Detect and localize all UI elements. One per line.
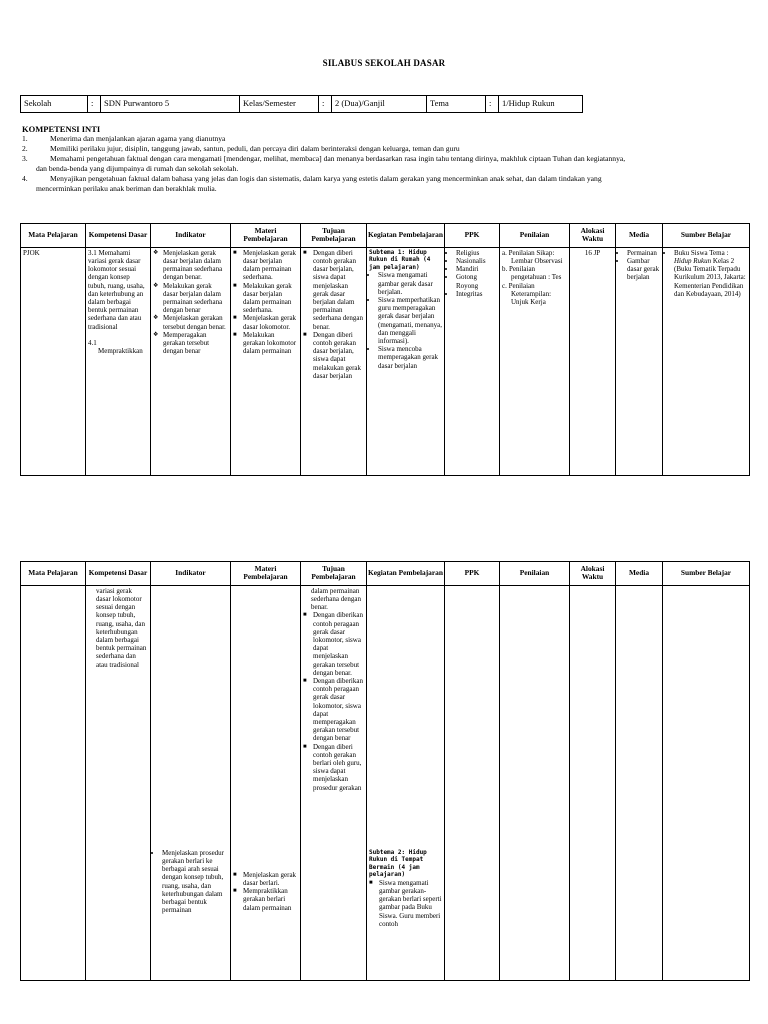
ki-item: 1. Menerima dan menjalankan ajaran agama yang dianutnya bbox=[22, 134, 226, 143]
media-item: • Permainan bbox=[627, 249, 660, 257]
header-kd: Kompetensi Dasar bbox=[86, 562, 151, 586]
kompetensi-inti-heading: KOMPETENSI INTI bbox=[22, 124, 101, 134]
penilaian-item: a. Penilaian Sikap: Lembar Observasi bbox=[502, 248, 563, 266]
tujuan-item: ■ Dengan diberi contoh gerakan dasar berjalan, siswa dapat menjelaskan gerak dasar berjalan dalam permainan sederhana dengan benar. bbox=[303, 249, 364, 331]
materi-item: ■ Mempraktikkan gerakan berlari dalam permainan bbox=[233, 887, 298, 912]
materi-item: ■ Menjelaskan gerak dasar lokomotor. bbox=[233, 314, 298, 330]
penilaian-item: c. Penilaian Keterampilan: Unjuk Kerja bbox=[502, 281, 552, 307]
cell-ppk bbox=[445, 585, 500, 980]
indikator-item: ❖ Menjelaskan gerak dasar berjalan dalam permainan sederhana dengan benar. bbox=[153, 249, 228, 282]
ppk-item: • Nasionalis bbox=[456, 257, 497, 265]
sekolah-value: SDN Purwantoro 5 bbox=[101, 96, 240, 113]
materi-item: ■ Melakukan gerakan lokomotor dalam permainan bbox=[233, 331, 298, 356]
tujuan-item: ■ Dengan diberi contoh gerakan berlari oleh guru, siswa dapat menjelaskan prosedur gerakan bbox=[303, 743, 364, 792]
header-tujuan: Tujuan Pembelajaran bbox=[301, 562, 367, 586]
kd-4-1-num: 4.1 bbox=[88, 338, 97, 347]
cell-materi bbox=[231, 585, 301, 980]
cell-penilaian bbox=[500, 247, 570, 475]
ppk-item: • Religius bbox=[456, 249, 497, 257]
header-materi: Materi Pembelajaran bbox=[231, 224, 301, 248]
cell-indikator bbox=[151, 585, 231, 980]
materi-item: ■ Melakukan gerak dasar berjalan dalam permainan sederhana. bbox=[233, 282, 298, 315]
header-ppk: PPK bbox=[445, 562, 500, 586]
header-media: Media bbox=[616, 562, 663, 586]
header-sumber: Sumber Belajar bbox=[663, 224, 750, 248]
header-kegiatan: Kegiatan Pembelajaran bbox=[367, 562, 445, 586]
document-title: SILABUS SEKOLAH DASAR bbox=[322, 58, 446, 68]
header-media: Media bbox=[616, 224, 663, 248]
header-alokasi: Alokasi Waktu bbox=[570, 562, 616, 586]
header-mapel: Mata Pelajaran bbox=[21, 562, 86, 586]
ki-item: 4. Menyajikan pengetahuan faktual dalam bahasa yang jelas dan logis dan sistematis, dalam karya yang estetis dalam gerakan yang mencerminkan anak sehat, dan dalam tindakan yang bbox=[22, 174, 602, 183]
cell-mapel: PJOK bbox=[21, 247, 86, 475]
ki-item: 3. Memahami pengetahuan faktual dengan cara mengamati [mendengar, melihat, membaca] dan menanya berdasarkan rasa ingin tahu tentang dirinya, makhluk ciptaan Tuhan dan kegiatannya, bbox=[22, 154, 626, 163]
header-mapel: Mata Pelajaran bbox=[21, 224, 86, 248]
kd-3-1: 3.1 Memahami variasi gerak dasar lokomotor sesuai dengan konsep tubuh, ruang, usaha, dan keterhubung an dalam berbagai bentuk permainan sederhana dan atau tradisional bbox=[88, 248, 145, 331]
header-penilaian: Penilaian bbox=[500, 562, 570, 586]
syllabus-table-1 bbox=[20, 223, 750, 476]
ppk-item: • Integritas bbox=[456, 290, 497, 298]
tema-value: 1/Hidup Rukun bbox=[499, 96, 583, 113]
materi-item: ■ Menjelaskan gerak dasar berlari. bbox=[233, 871, 298, 887]
cell-media bbox=[616, 585, 663, 980]
header-tujuan: Tujuan Pembelajaran bbox=[301, 224, 367, 248]
cell-sumber bbox=[663, 585, 750, 980]
header-alokasi: Alokasi Waktu bbox=[570, 224, 616, 248]
cell-media bbox=[616, 247, 663, 475]
header-penilaian: Penilaian bbox=[500, 224, 570, 248]
materi-item: ■ Menjelaskan gerak dasar berjalan dalam permainan sederhana. bbox=[233, 249, 298, 282]
indikator-item: ❖ Memperagakan gerakan tersebut dengan benar bbox=[153, 331, 228, 356]
kegiatan-item: • Siswa memperhatikan guru memperagakan gerak dasar berjalan (mengamati, menanya, dan menggali informasi). bbox=[378, 296, 442, 345]
ppk-item: • Mandiri bbox=[456, 265, 497, 273]
ppk-item: • Gotong Royong bbox=[456, 273, 497, 289]
sumber-item: • Buku Siswa Tema : Hidup Rukun Kelas 2 (Buku Tematik Terpadu Kurikulum 2013, Jakarta: Kementerian Pendidikan dan Kebudayaan, 2014) bbox=[674, 249, 747, 298]
indikator-item: ❖ Menjelaskan gerakan tersebut dengan benar. bbox=[153, 314, 228, 330]
cell-kegiatan bbox=[367, 585, 445, 980]
ki-item: 2. Memiliki perilaku jujur, disiplin, tanggung jawab, santun, peduli, dan percaya diri dalam berinteraksi dengan keluarga, teman dan guru bbox=[22, 144, 460, 153]
cell-mapel bbox=[21, 585, 86, 980]
separator: : bbox=[319, 96, 332, 113]
subtema-label: Subtema 2: Hidup Rukun di Tempat Bermain (4 jam pelajaran) bbox=[369, 848, 427, 879]
separator: : bbox=[88, 96, 101, 113]
header-indikator: Indikator bbox=[151, 224, 231, 248]
kelas-label: Kelas/Semester bbox=[240, 96, 319, 113]
cell-ppk bbox=[445, 247, 500, 475]
cell-alokasi: 16 JP bbox=[570, 247, 616, 475]
kegiatan-item: ■ Siswa mengamati gambar gerakan-gerakan berlari seperti gambar pada Buku Siswa. Guru memberi contoh bbox=[369, 879, 442, 928]
penilaian-item: b. Penilaian pengetahuan : Tes bbox=[502, 265, 562, 282]
cell-penilaian bbox=[500, 585, 570, 980]
separator: : bbox=[486, 96, 499, 113]
tujuan-item: ■ Dengan diberi contoh gerakan dasar berjalan, siswa dapat melakukan gerak dasar berjalan bbox=[303, 331, 364, 380]
syllabus-table-2 bbox=[20, 561, 750, 981]
tujuan-item: ■ Dengan diberikan contoh peragaan gerak dasar lokomotor, siswa dapat memperagakan gerakan tersebut dengan benar bbox=[303, 677, 364, 743]
kelas-value: 2 (Dua)/Ganjil bbox=[332, 96, 427, 113]
kegiatan-item: • Siswa mencoba memperagakan gerak dasar berjalan bbox=[378, 345, 442, 370]
header-sumber: Sumber Belajar bbox=[663, 562, 750, 586]
indikator-item: ❖ Melakukan gerak dasar berjalan dalam permainan sederhana dengan benar bbox=[153, 282, 228, 315]
media-item: • Gambar dasar gerak berjalan bbox=[627, 257, 660, 282]
ki-item-continuation: mencerminkan perilaku anak beriman dan berakhlak mulia. bbox=[36, 184, 217, 193]
header-kegiatan: Kegiatan Pembelajaran bbox=[367, 224, 445, 248]
cell-materi bbox=[231, 247, 301, 475]
kegiatan-item: • Siswa mengamati gambar gerak dasar berjalan. bbox=[378, 271, 442, 296]
tujuan-continuation: dalam permainan sederhana dengan benar. bbox=[311, 586, 361, 612]
kd-4-1: Mempraktikkan bbox=[98, 347, 143, 356]
cell-alokasi bbox=[570, 585, 616, 980]
sekolah-label: Sekolah bbox=[21, 96, 88, 113]
cell-tujuan bbox=[301, 247, 367, 475]
kompetensi-inti bbox=[22, 124, 748, 194]
school-info-table bbox=[20, 95, 583, 113]
ki-item-continuation: dan benda-benda yang dijumpainya di rumah dan sekolah sekolah. bbox=[36, 164, 239, 173]
cell-indikator bbox=[151, 247, 231, 475]
cell-sumber bbox=[663, 247, 750, 475]
tujuan-item: ■ Dengan diberikan contoh peragaan gerak dasar lokomotor, siswa dapat menjelaskan gerakan tersebut dengan benar. bbox=[303, 611, 364, 677]
cell-kd bbox=[86, 585, 151, 980]
indikator-item: • Menjelaskan prosedur gerakan berlari ke berbagai arah sesuai dengan konsep tubuh, ruang, usaha, dan keterhubungan dalam berbagai bentuk permainan bbox=[162, 849, 228, 915]
cell-tujuan bbox=[301, 585, 367, 980]
header-materi: Materi Pembelajaran bbox=[231, 562, 301, 586]
kd-continuation: variasi gerak dasar lokomotor sesuai dengan konsep tubuh, ruang, usaha, dan keterhubungan dalam berbagai bentuk permainan sederhana dan atau tradisional bbox=[96, 586, 147, 669]
cell-kd bbox=[86, 247, 151, 475]
tema-label: Tema bbox=[427, 96, 486, 113]
header-kd: Kompetensi Dasar bbox=[86, 224, 151, 248]
subtema-label: Subtema 1: Hidup Rukun di Rumah (4 jam pelajaran) bbox=[369, 248, 431, 271]
header-indikator: Indikator bbox=[151, 562, 231, 586]
header-ppk: PPK bbox=[445, 224, 500, 248]
cell-kegiatan bbox=[367, 247, 445, 475]
